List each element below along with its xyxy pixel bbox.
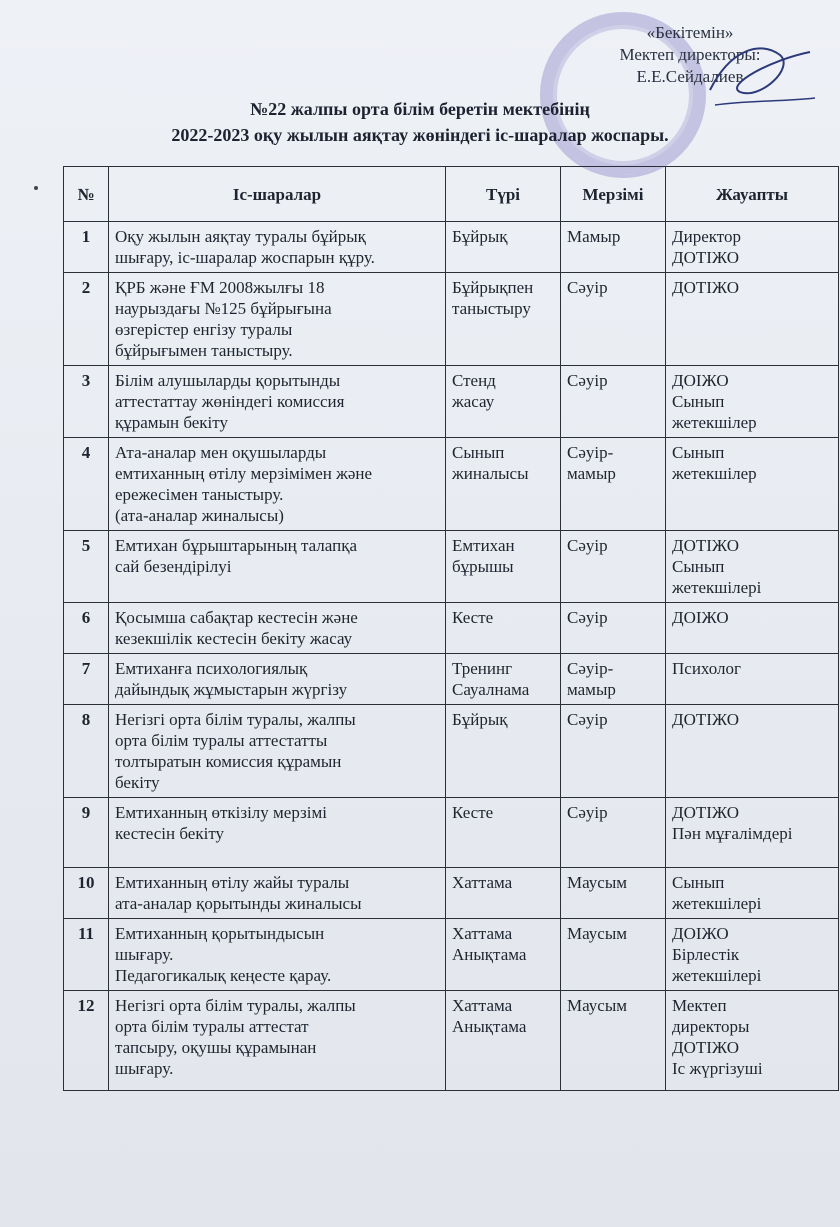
event-responsible: ДОІЖО: [666, 603, 839, 654]
event-type: Сынып жиналысы: [446, 438, 561, 531]
event-responsible: Психолог: [666, 654, 839, 705]
event-deadline: Сәуір- мамыр: [561, 654, 666, 705]
event-description: Негізгі орта білім туралы, жалпы орта білім туралы аттестатты толтыратын комиссия құрамын бекіту: [109, 705, 446, 798]
event-description: Емтиханның өтілу жайы туралы ата-аналар қорытынды жиналысы: [109, 868, 446, 919]
events-table: [63, 166, 839, 1091]
table-row: [64, 531, 839, 603]
table-row: [64, 273, 839, 366]
table-row: [64, 366, 839, 438]
scan-speck: [34, 186, 38, 190]
title-line-1: №22 жалпы орта білім беретін мектебінің: [250, 99, 590, 119]
event-responsible: Мектеп директоры ДОТІЖО Іс жүргізуші: [666, 991, 839, 1091]
event-deadline: Маусым: [561, 868, 666, 919]
event-description: Ата-аналар мен оқушыларды емтиханның өтілу мерзімімен және ережесімен таныстыру. (ата-аналар жиналысы): [109, 438, 446, 531]
row-number: 10: [64, 868, 109, 919]
event-description: Қосымша сабақтар кестесін және кезекшілік кестесін бекіту жасау: [109, 603, 446, 654]
event-description: Емтиханның өткізілу мерзімі кестесін бекіту: [109, 798, 446, 868]
event-type: Тренинг Сауалнама: [446, 654, 561, 705]
event-type: Бұйрық: [446, 222, 561, 273]
event-responsible: Директор ДОТІЖО: [666, 222, 839, 273]
event-deadline: Сәуір: [561, 273, 666, 366]
event-type: Бұйрықпен таныстыру: [446, 273, 561, 366]
header-number: №: [64, 167, 109, 222]
event-deadline: Маусым: [561, 991, 666, 1091]
row-number: 4: [64, 438, 109, 531]
header-events: Іс-шаралар: [109, 167, 446, 222]
event-description: Емтиханға психологиялық дайындық жұмыстарын жүргізу: [109, 654, 446, 705]
document-title: [0, 96, 840, 148]
row-number: 2: [64, 273, 109, 366]
event-type: Кесте: [446, 798, 561, 868]
table-row: [64, 654, 839, 705]
event-type: Бұйрық: [446, 705, 561, 798]
event-responsible: ДОІЖО Сынып жетекшілер: [666, 366, 839, 438]
row-number: 8: [64, 705, 109, 798]
event-deadline: Сәуір- мамыр: [561, 438, 666, 531]
approval-position: Мектеп директоры:: [619, 45, 761, 64]
table-header-row: [64, 167, 839, 222]
event-type: Хаттама Анықтама: [446, 919, 561, 991]
event-responsible: ДОТІЖО Сынып жетекшілері: [666, 531, 839, 603]
event-responsible: Сынып жетекшілер: [666, 438, 839, 531]
event-deadline: Сәуір: [561, 366, 666, 438]
event-deadline: Сәуір: [561, 705, 666, 798]
event-type: Кесте: [446, 603, 561, 654]
event-description: Білім алушыларды қорытынды аттестаттау жөніндегі комиссия құрамын бекіту: [109, 366, 446, 438]
row-number: 1: [64, 222, 109, 273]
event-responsible: ДОТІЖО: [666, 273, 839, 366]
event-type: Хаттама: [446, 868, 561, 919]
event-description: Негізгі орта білім туралы, жалпы орта білім туралы аттестат тапсыру, оқушы құрамынан шығару.: [109, 991, 446, 1091]
table-row: [64, 991, 839, 1091]
row-number: 3: [64, 366, 109, 438]
approval-heading: «Бекітемін»: [646, 23, 734, 42]
event-deadline: Мамыр: [561, 222, 666, 273]
event-description: Оқу жылын аяқтау туралы бұйрық шығару, іс-шаралар жоспарын құру.: [109, 222, 446, 273]
title-line-2: 2022-2023 оқу жылын аяқтау жөніндегі іс-шаралар жоспары.: [171, 125, 669, 145]
event-description: ҚРБ және ҒМ 2008жылғы 18 наурыздағы №125 бұйрығына өзгерістер енгізу туралы бұйрығымен таныстыру.: [109, 273, 446, 366]
header-responsible: Жауапты: [666, 167, 839, 222]
header-deadline: Мерзімі: [561, 167, 666, 222]
approval-name: Е.Е.Сейдалиев: [636, 67, 744, 86]
table-row: [64, 919, 839, 991]
table-body: [64, 222, 839, 1091]
row-number: 5: [64, 531, 109, 603]
event-deadline: Сәуір: [561, 531, 666, 603]
event-deadline: Маусым: [561, 919, 666, 991]
event-type: Хаттама Анықтама: [446, 991, 561, 1091]
header-type: Түрі: [446, 167, 561, 222]
row-number: 12: [64, 991, 109, 1091]
event-responsible: ДОТІЖО Пән мұғалімдері: [666, 798, 839, 868]
event-responsible: ДОТІЖО: [666, 705, 839, 798]
event-description: Емтихан бұрыштарының талапқа сай безендірілуі: [109, 531, 446, 603]
row-number: 6: [64, 603, 109, 654]
table-row: [64, 603, 839, 654]
table-row: [64, 222, 839, 273]
event-type: Стенд жасау: [446, 366, 561, 438]
event-deadline: Сәуір: [561, 798, 666, 868]
table-row: [64, 438, 839, 531]
row-number: 11: [64, 919, 109, 991]
event-type: Емтихан бұрышы: [446, 531, 561, 603]
table-row: [64, 868, 839, 919]
event-description: Емтиханның қорытындысын шығару. Педагогикалық кеңесте қарау.: [109, 919, 446, 991]
table-row: [64, 798, 839, 868]
event-responsible: Сынып жетекшілері: [666, 868, 839, 919]
event-responsible: ДОІЖО Бірлестік жетекшілері: [666, 919, 839, 991]
table-row: [64, 705, 839, 798]
event-deadline: Сәуір: [561, 603, 666, 654]
row-number: 9: [64, 798, 109, 868]
row-number: 7: [64, 654, 109, 705]
